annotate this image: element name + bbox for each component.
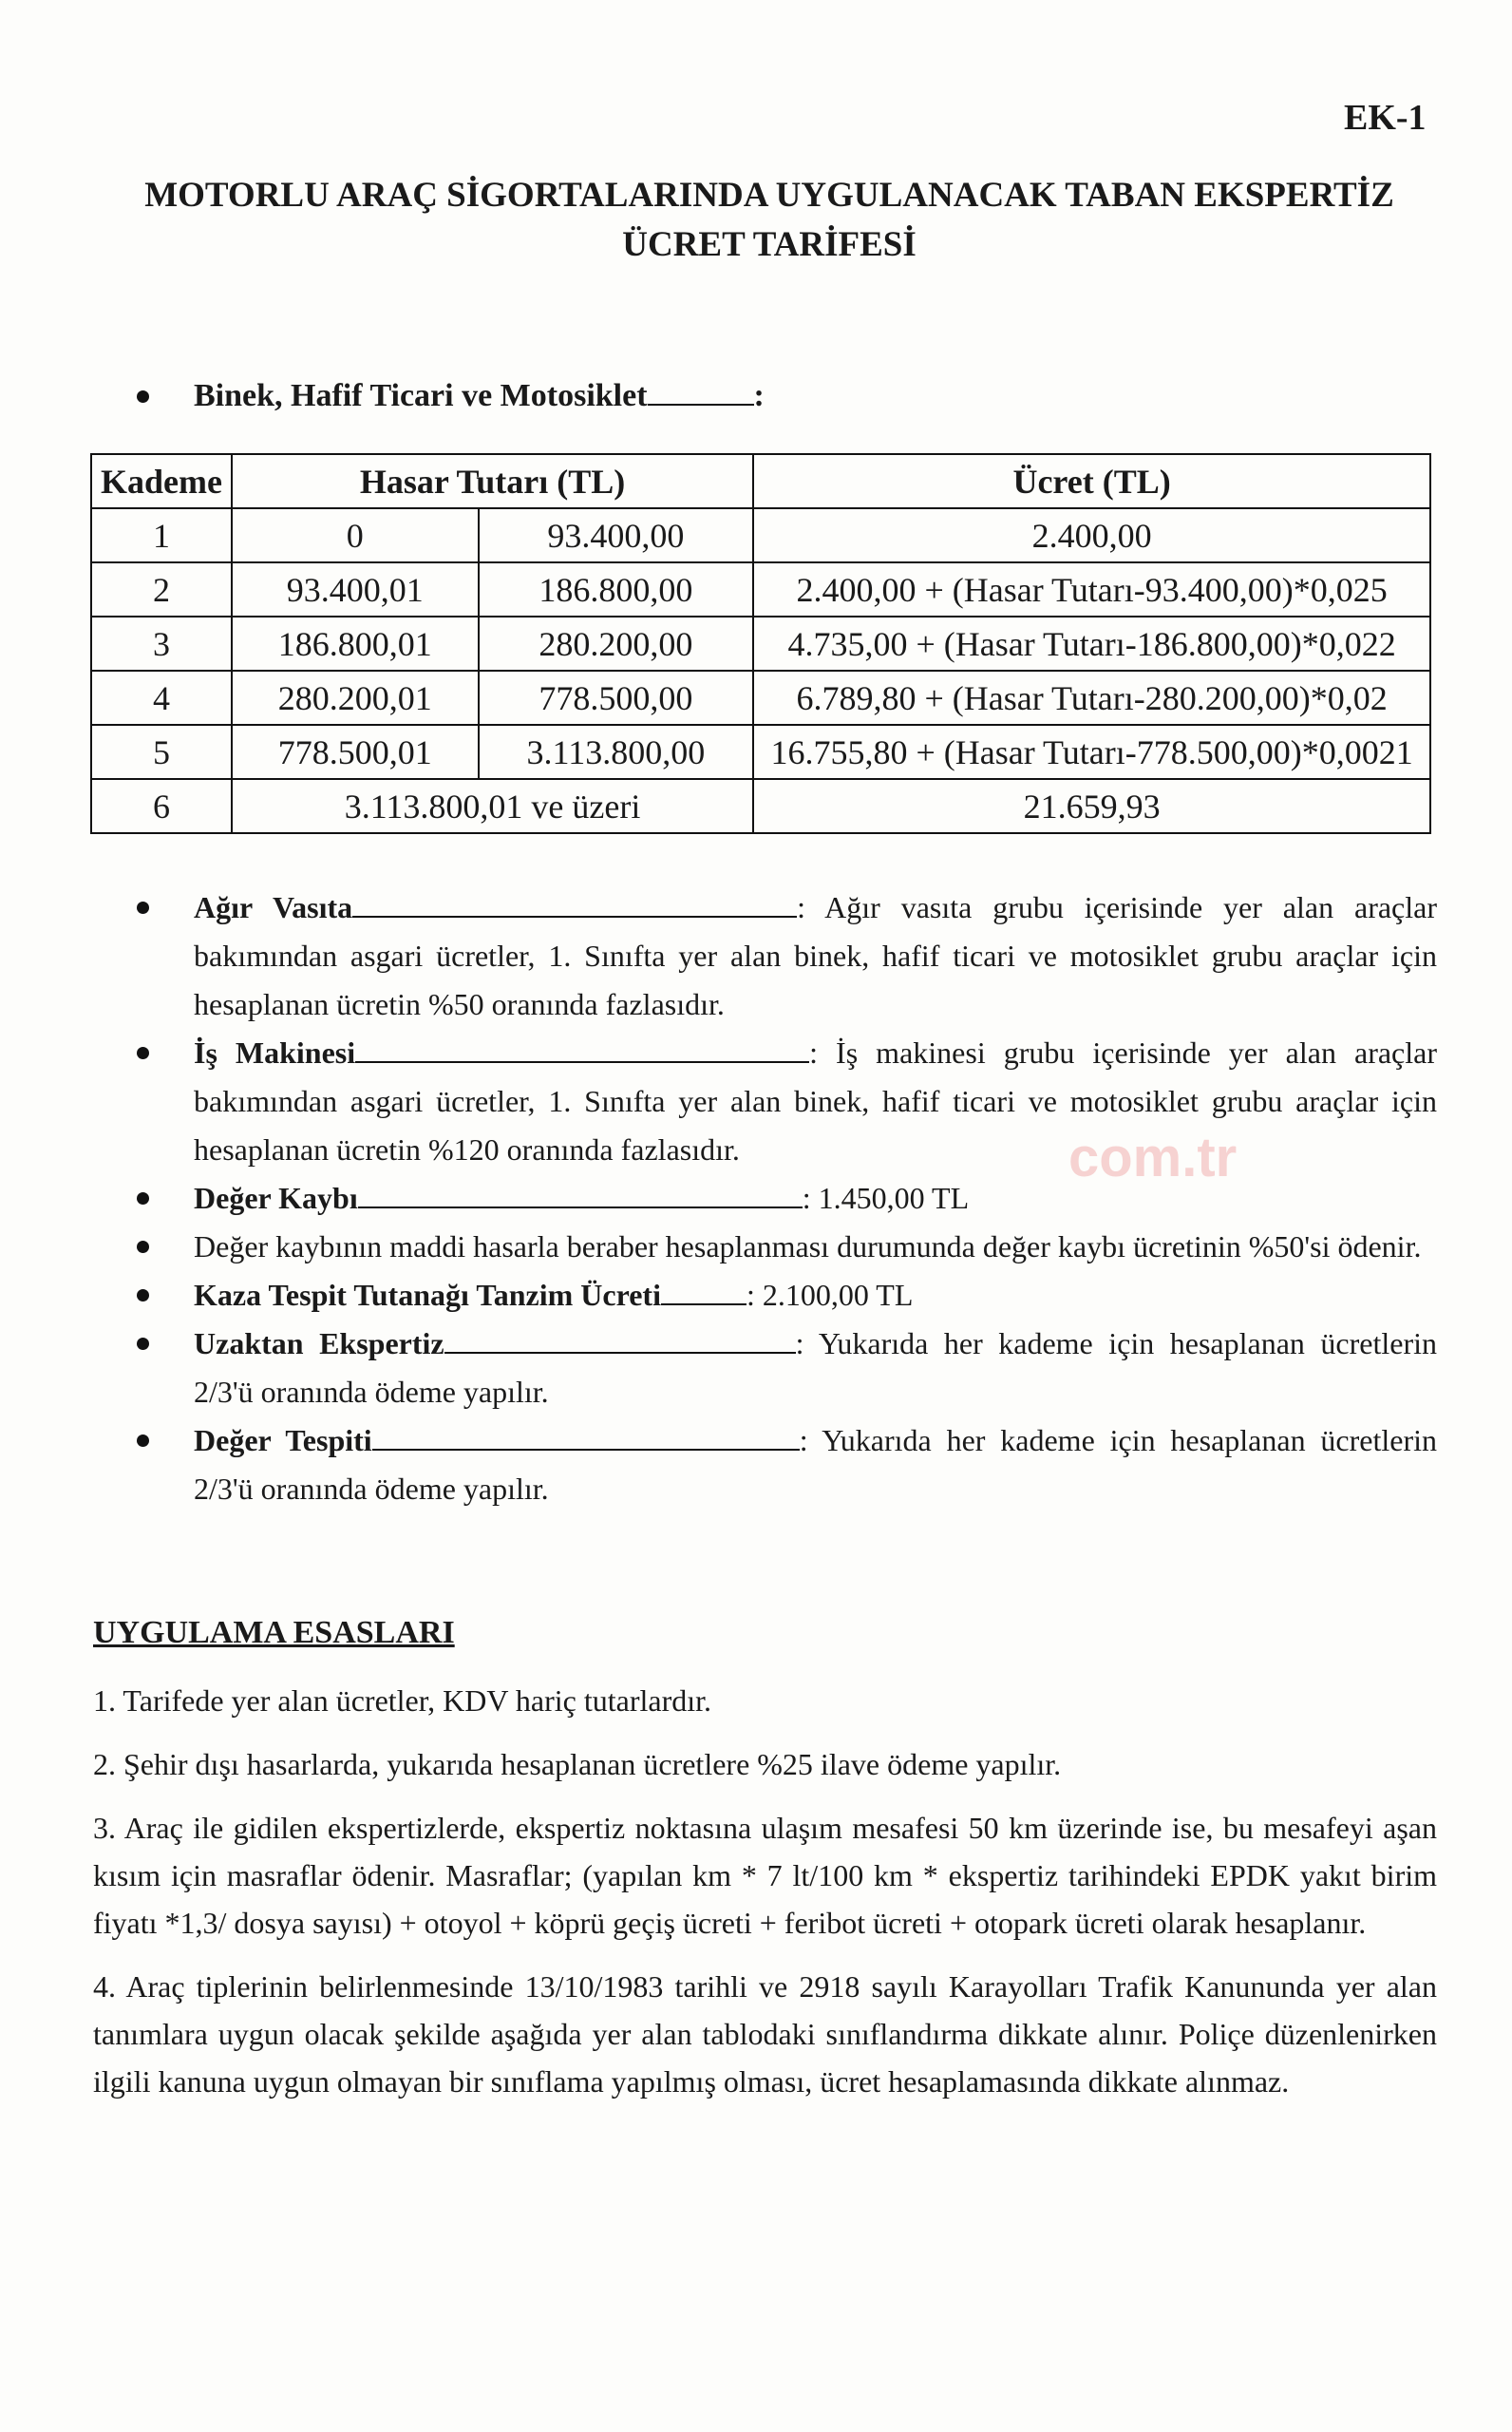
fill-line — [444, 1325, 796, 1354]
list-item — [141, 1320, 1437, 1416]
cell-to: 3.113.800,00 — [479, 725, 754, 779]
cell-fee: 21.659,93 — [753, 779, 1430, 833]
item-label: Uzaktan Ekspertiz — [194, 1326, 444, 1360]
cell-from: 0 — [232, 508, 479, 562]
rules-list — [93, 1677, 1437, 2121]
cell-to: 93.400,00 — [479, 508, 754, 562]
section-heading — [141, 377, 765, 414]
cell-fee: 4.735,00 + (Hasar Tutarı-186.800,00)*0,022 — [753, 617, 1430, 671]
cell-from: 778.500,01 — [232, 725, 479, 779]
fill-line — [661, 1277, 747, 1305]
fill-line — [352, 889, 797, 918]
cell-to: 280.200,00 — [479, 617, 754, 671]
table-row — [91, 725, 1430, 779]
document-title: MOTORLU ARAÇ SİGORTALARINDA UYGULANACAK TABAN EKSPERTİZ ÜCRET TARİFESİ — [144, 176, 1394, 264]
cell-from: 93.400,01 — [232, 562, 479, 617]
table-row — [91, 508, 1430, 562]
section-colon: : — [753, 378, 765, 413]
watermark: com.tr — [1068, 1127, 1238, 1188]
cell-to: 778.500,00 — [479, 671, 754, 725]
cell-kademe: 6 — [91, 779, 232, 833]
cell-fee: 2.400,00 + (Hasar Tutarı-93.400,00)*0,025 — [753, 562, 1430, 617]
cell-fee: 6.789,80 + (Hasar Tutarı-280.200,00)*0,02 — [753, 671, 1430, 725]
cell-from: 186.800,01 — [232, 617, 479, 671]
cell-kademe: 1 — [91, 508, 232, 562]
item-text: : Yukarıda her kademe için hesaplanan ücretlerin 2/3'ü oranında ödeme yapılır. — [194, 1423, 1438, 1506]
cell-fee: 16.755,80 + (Hasar Tutarı-778.500,00)*0,0021 — [753, 725, 1430, 779]
bullet-icon — [137, 902, 149, 914]
item-text: : Ağır vasıta grubu içerisinde yer alan araçlar bakımından asgari ücretler, 1. Sınıfta yer alan binek, hafif ticari ve motosiklet grubu araçlar için hesaplanan ücretin %50 oranında fazlasıdır. — [194, 890, 1438, 1021]
list-item — [141, 884, 1437, 1029]
bullet-icon — [137, 1434, 149, 1447]
list-item — [141, 1174, 1437, 1223]
table-row — [91, 562, 1430, 617]
fill-line — [372, 1422, 800, 1451]
cell-from: 280.200,01 — [232, 671, 479, 725]
item-label: Değer Kaybı — [194, 1181, 358, 1215]
list-item — [141, 1271, 1437, 1320]
cell-kademe: 2 — [91, 562, 232, 617]
item-text: : 1.450,00 TL — [802, 1181, 970, 1215]
item-text: : İş makinesi grubu içerisinde yer alan araçlar bakımından asgari ücretler, 1. Sınıfta yer alan binek, hafif ticari ve motosiklet grubu araçlar için hesaplanan ücretin %120 oranında fazlasıdır. — [194, 1036, 1438, 1167]
list-item — [141, 1416, 1437, 1513]
list-item — [141, 1223, 1437, 1271]
item-label: Değer Tespiti — [194, 1423, 372, 1457]
rules-heading: UYGULAMA ESASLARI — [93, 1615, 455, 1650]
item-text: Değer kaybının maddi hasarla beraber hesaplanması durumunda değer kaybı ücretinin %50'si ödenir. — [194, 1229, 1422, 1264]
annex-label: EK-1 — [1344, 98, 1427, 138]
item-label: Kaza Tespit Tutanağı Tanzim Ücreti — [194, 1278, 661, 1312]
item-label: İş Makinesi — [194, 1036, 356, 1070]
bullet-icon — [137, 1047, 149, 1059]
table-row — [91, 617, 1430, 671]
cell-range: 3.113.800,01 ve üzeri — [232, 779, 753, 833]
header-hasar: Hasar Tutarı (TL) — [232, 454, 753, 508]
item-text: : Yukarıda her kademe için hesaplanan ücretlerin 2/3'ü oranında ödeme yapılır. — [194, 1326, 1438, 1409]
cell-to: 186.800,00 — [479, 562, 754, 617]
bullet-icon — [137, 390, 149, 403]
rule-item: 4. Araç tiplerinin belirlenmesinde 13/10/1983 tarihli ve 2918 sayılı Karayolları Trafik Kanununda yer alan tanımlara uygun olacak şekilde aşağıda yer alan tablodaki sınıflandırma dikkate alınır. Poliçe düzenlenirken ilgili kanuna uygun olmayan bir sınıflama yapılmış olması, ücret hesaplamasında dikkate alınmaz. — [93, 1969, 1437, 2099]
table-header-row — [91, 454, 1430, 508]
header-ucret: Ücret (TL) — [753, 454, 1430, 508]
bullet-icon — [137, 1338, 149, 1350]
cell-kademe: 4 — [91, 671, 232, 725]
item-text: : 2.100,00 TL — [746, 1278, 914, 1312]
bullet-icon — [137, 1241, 149, 1253]
fill-line — [648, 377, 754, 406]
rule-item: 3. Araç ile gidilen ekspertizlerde, ekspertiz noktasına ulaşım mesafesi 50 km üzerinde ise, bu mesafeyi aşan kısım için masraflar ödenir. Masraflar; (yapılan km * 7 lt/100 km * ekspertiz tarihindeki EPDK yakıt birim fiyatı *1,3/ dosya sayısı) + otoyol + köprü geçiş ücreti + feribot ücreti + otopark ücreti olarak hesaplanır. — [93, 1811, 1437, 1940]
cell-kademe: 5 — [91, 725, 232, 779]
fill-line — [358, 1180, 803, 1208]
tariff-table — [90, 453, 1431, 834]
item-label: Ağır Vasıta — [194, 890, 353, 924]
header-kademe: Kademe — [91, 454, 232, 508]
section-label: Binek, Hafif Ticari ve Motosiklet — [194, 378, 648, 413]
bullet-icon — [137, 1289, 149, 1302]
table-row — [91, 671, 1430, 725]
fill-line — [355, 1035, 809, 1063]
cell-fee: 2.400,00 — [753, 508, 1430, 562]
rule-item: 2. Şehir dışı hasarlarda, yukarıda hesaplanan ücretlere %25 ilave ödeme yapılır. — [93, 1747, 1062, 1781]
bullet-icon — [137, 1192, 149, 1205]
rule-item: 1. Tarifede yer alan ücretler, KDV hariç tutarlardır. — [93, 1683, 711, 1718]
bullet-list — [141, 884, 1437, 1513]
list-item — [141, 1029, 1437, 1174]
cell-kademe: 3 — [91, 617, 232, 671]
table-row — [91, 779, 1430, 833]
